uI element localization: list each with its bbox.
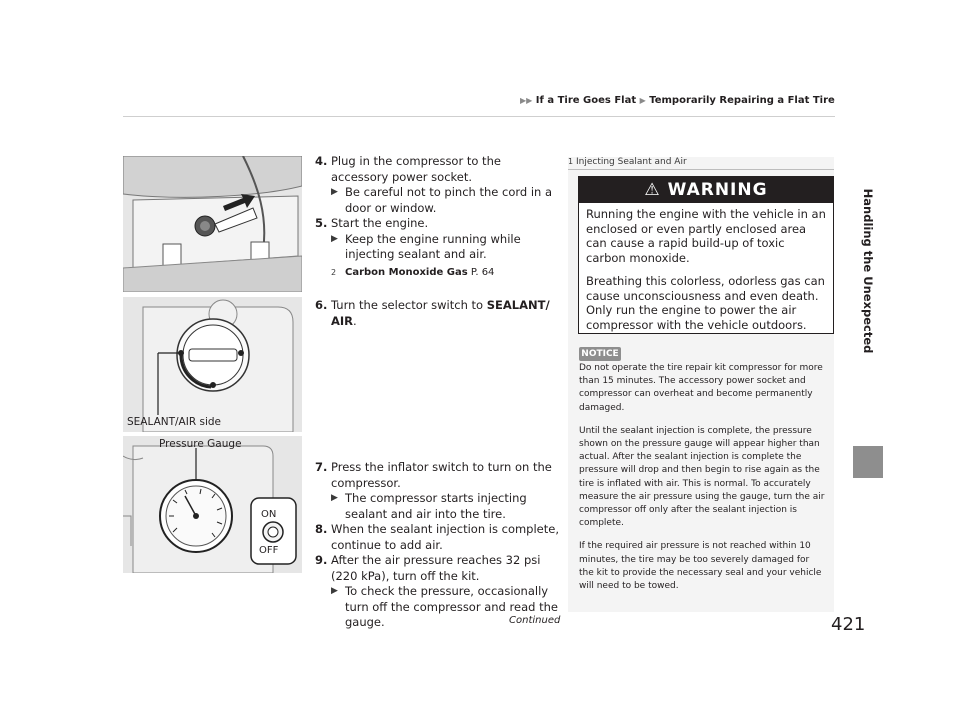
step-number: 5. <box>315 216 328 230</box>
step-note-text: Be careful not to pinch the cord in a door or window. <box>345 185 553 215</box>
warning-header <box>579 177 833 203</box>
on-label: ON <box>261 509 277 520</box>
selector-label: SEALANT/AIR side <box>127 416 221 428</box>
compressor-plug-illustration <box>123 156 302 292</box>
side-tab <box>853 117 883 425</box>
reference-title[interactable]: Carbon Monoxide Gas <box>345 266 468 278</box>
header-rule <box>123 116 835 117</box>
step-number: 9. <box>315 553 328 567</box>
panel-heading-text: Injecting Sealant and Air <box>575 157 687 167</box>
step-number: 6. <box>315 298 328 312</box>
step-6 <box>315 298 560 329</box>
arrow-icon: ▶ <box>639 96 646 105</box>
triangle-icon: ▶ <box>331 233 338 244</box>
panel-heading <box>568 157 834 167</box>
step-note-text: Keep the engine running while injecting sealant and air. <box>345 231 521 261</box>
step-number: 4. <box>315 154 328 168</box>
gauge-label: Pressure Gauge <box>159 438 242 450</box>
warning-text: Running the engine with the vehicle in an enclosed or even partly enclosed area can cause a rapid build-up of toxic carbon monoxide. <box>586 207 826 265</box>
double-arrow-icon: ▶▶ <box>520 96 533 105</box>
warning-icon: ⚠ <box>644 180 661 200</box>
step-5 <box>315 216 560 232</box>
triangle-icon: ▶ <box>331 586 338 596</box>
step-number: 7. <box>315 460 328 474</box>
step-number: 8. <box>315 522 328 536</box>
step-text: Turn the selector switch to <box>331 298 487 312</box>
notice-badge: NOTICE <box>579 347 621 361</box>
page-number: 421 <box>831 614 866 635</box>
step-text: Press the inflator switch to turn on the compressor. <box>331 460 552 490</box>
step-8 <box>315 522 560 553</box>
pressure-gauge-illustration <box>123 436 302 573</box>
step-text: When the sealant injection is complete, continue to add air. <box>331 522 559 552</box>
breadcrumb-topic[interactable]: Temporarily Repairing a Flat Tire <box>649 95 835 106</box>
step-text: Plug in the compressor to the accessory power socket. <box>331 154 501 184</box>
panel-heading-rule <box>568 169 834 170</box>
reference-icon: 2 <box>331 267 337 277</box>
warning-title: WARNING <box>667 180 768 200</box>
chapter-marker <box>853 446 883 478</box>
triangle-icon: ▶ <box>331 493 338 503</box>
breadcrumb-section[interactable]: If a Tire Goes Flat <box>535 95 637 106</box>
step-note <box>315 232 560 263</box>
step-text: Start the engine. <box>331 216 429 230</box>
step-4 <box>315 154 560 185</box>
selector-switch-illustration <box>123 297 302 432</box>
warning-body <box>579 203 833 345</box>
notice-body <box>579 362 825 603</box>
reference-icon: 1 <box>568 157 574 166</box>
notice-text: Until the sealant injection is complete, the pressure shown on the pressure gauge will appear higher than actual. After the sealant injection is complete the pressure will drop and then begin to rise again as the tire is inflated with air. This is normal. To accurately measure the air pressure using the gauge, turn the air compressor off only after the sealant injection is complete. <box>579 425 825 529</box>
instruction-steps <box>315 154 560 631</box>
off-label: OFF <box>259 545 279 556</box>
step-note-text: The compressor starts injecting sealant and air into the tire. <box>345 491 527 521</box>
warning-text: Breathing this colorless, odorless gas can cause unconsciousness and even death. Only run the engine to power the air compressor with the vehicle outdoors. <box>586 274 825 332</box>
step-text-end: . <box>353 313 357 328</box>
notice-text: If the required air pressure is not reached within 10 minutes, the tire may be too severely damaged for the kit to provide the necessary seal and your vehicle will need to be towed. <box>579 541 822 592</box>
step-note <box>315 185 560 216</box>
step-note-text: To check the pressure, occasionally turn off the compressor and read the gauge. <box>345 584 558 629</box>
step-text: After the air pressure reaches 32 psi (220 kPa), turn off the kit. <box>331 553 541 583</box>
continued-label: Continued <box>509 615 561 626</box>
side-tab-label: Handling the Unexpected <box>861 188 875 354</box>
reference-page[interactable]: P. 64 <box>470 266 495 278</box>
triangle-icon: ▶ <box>331 187 338 197</box>
cross-reference[interactable] <box>315 265 560 281</box>
step-7 <box>315 460 560 491</box>
notice-text: Do not operate the tire repair kit compressor for more than 15 minutes. The accessory power socket and compressor can overheat and become permanently damaged. <box>579 363 823 413</box>
step-9 <box>315 553 560 584</box>
step-note <box>315 491 560 522</box>
breadcrumb <box>520 95 835 106</box>
warning-box <box>578 176 834 334</box>
step-text-bold: SEALANT/ AIR <box>331 298 550 328</box>
